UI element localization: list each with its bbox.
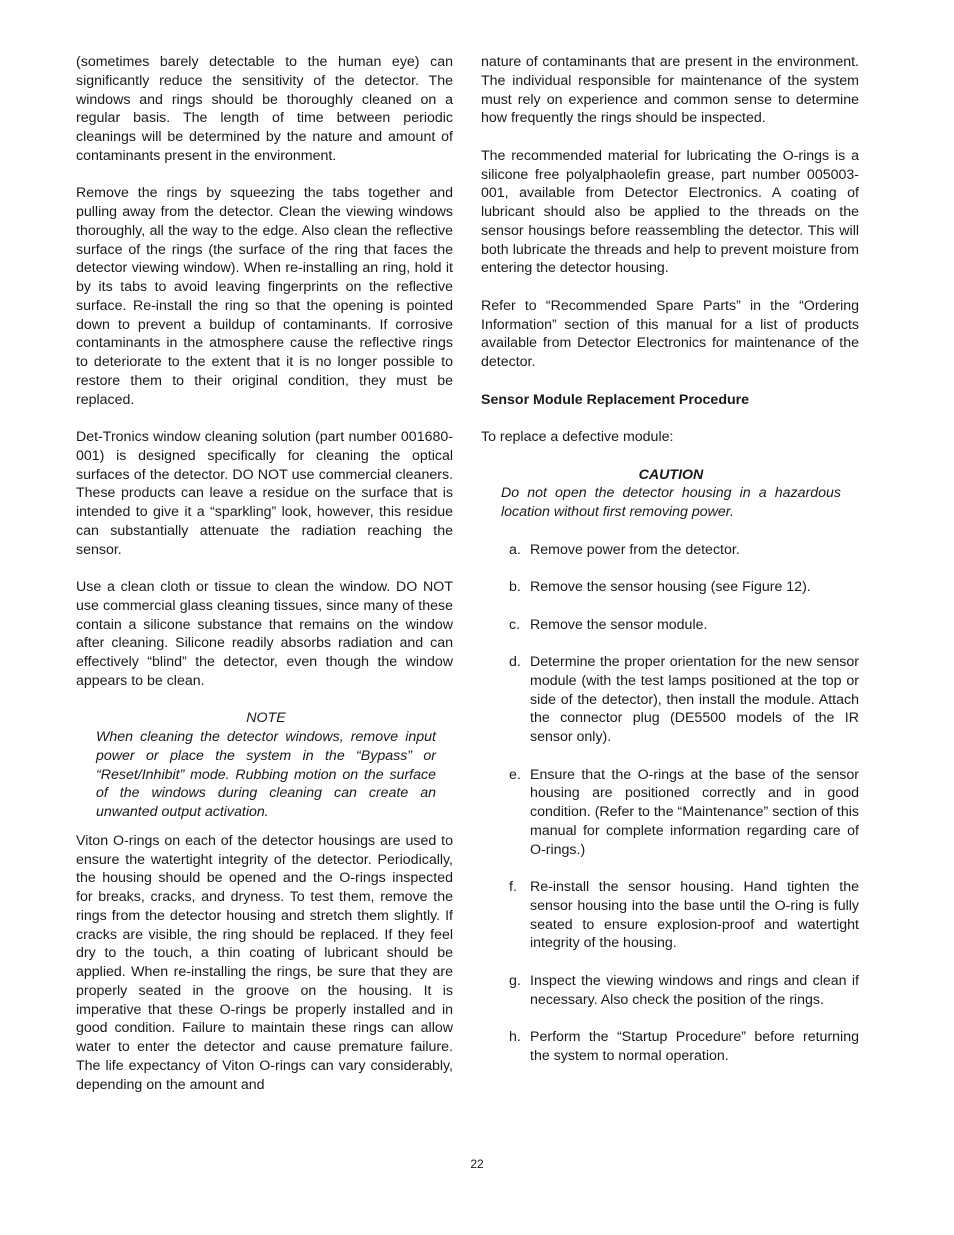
step-marker: b. [509, 579, 521, 595]
right-paragraph-2: The recommended material for lubricating the O-rings is a silicone free polyalphaolefin grease, part number 005003-001, available from Detector Electronics. A coating of lubricant should also be applied to the threads on the sensor housings before reassembling the detector. This will both lubricate the threads and help to prevent moisture from entering the detector housing. [481, 147, 859, 277]
step-marker: g. [509, 972, 521, 989]
procedure-step [509, 878, 859, 953]
left-paragraph-5: Viton O-rings on each of the detector housings are used to ensure the watertight integrity of the detector. Periodically, the housing should be opened and the O-rings inspected for breaks, cracks, and dryness. To test them, remove the rings from the detector housing and stretch them slightly. If cracks are visible, the ring should be replaced. If they feel dry to the touch, a thin coating of lubricant should be applied. When re-installing the rings, be sure that they are properly seated in the groove on the housing. It is imperative that these O-rings be properly installed and in good condition. Failure to maintain these rings can allow water to enter the detector and cause premature failure. The life expectancy of Viton O-rings can vary considerably, depending on the amount and [76, 832, 453, 1093]
page-number: 22 [470, 1157, 484, 1171]
step-text: Inspect the viewing windows and rings and clean if necessary. Also check the position of the rings. [530, 972, 859, 1008]
right-paragraph-3: Refer to “Recommended Spare Parts” in the “Ordering Information” section of this manual for a list of products available from Detector Electronics for maintenance of the detector. [481, 297, 859, 370]
step-text: Perform the “Startup Procedure” before returning the system to normal operation. [530, 1029, 859, 1064]
caution-title: CAUTION [638, 466, 704, 483]
step-marker: c. [509, 616, 521, 633]
step-marker: d. [509, 654, 521, 670]
procedure-step [509, 616, 859, 635]
note-block [96, 709, 436, 822]
step-text: Remove the sensor housing (see Figure 12). [530, 579, 811, 595]
procedure-step [509, 541, 859, 560]
left-paragraph-2: Remove the rings by squeezing the tabs together and pulling away from the detector. Clean the viewing windows thoroughly, all the way to the edge. Also clean the reflective surface of the rings (the surface of the ring that faces the detector viewing window). When re-installing an ring, hold it by its tabs to avoid leaving fingerprints on the reflective surface. Re-install the ring so that the opening is pointed down to prevent a buildup of contaminants. If corrosive contaminants in the atmosphere cause the reflective rings to deteriorate to the extent that it is no longer possible to restore them to their original condition, they must be replaced. [76, 185, 453, 408]
section-heading: Sensor Module Replacement Procedure [481, 391, 750, 408]
left-paragraph-3: Det-Tronics window cleaning solution (part number 001680-001) is designed specifically for cleaning the optical surfaces of the detector. DO NOT use commercial cleaners. These products can leave a residue on the surface that is intended to give it a “sparkling” look, however, this residue can substantially attenuate the radiation reaching the sensor. [76, 429, 453, 558]
procedure-step [509, 972, 859, 1010]
step-marker: f. [509, 879, 517, 895]
step-marker: e. [509, 766, 521, 783]
step-text: Determine the proper orientation for the new sensor module (with the test lamps positioned at the top or side of the detector), then install the module. Attach the connector plug (DE5500 models of the IR sensor only). [530, 654, 859, 745]
note-body: When cleaning the detector windows, remove input power or place the system in the “Bypass” or “Reset/Inhibit” mode. Rubbing motion on the surface of the windows during cleaning can create an unwanted output activation. [96, 729, 436, 820]
right-column [481, 53, 859, 1084]
caution-block [501, 466, 841, 522]
procedure-steps [481, 541, 859, 1066]
step-marker: a. [509, 541, 521, 558]
left-paragraph-4: Use a clean cloth or tissue to clean the window. DO NOT use commercial glass cleaning tissues, since many of these contain a silicone substance that remains on the window after cleaning. Silicone readily absorbs radiation and can effectively “blind” the detector, even though the window appears to be clean. [76, 579, 453, 689]
left-paragraph-1: (sometimes barely detectable to the human eye) can significantly reduce the sensitivity of the detector. The windows and rings should be thoroughly cleaned on a regular basis. The length of time between periodic cleanings will be determined by the nature and amount of contaminants present in the environment. [76, 54, 453, 164]
right-paragraph-1: nature of contaminants that are present in the environment. The individual responsible for maintenance of the system must rely on experience and common sense to determine how frequently the rings should be inspected. [481, 54, 859, 127]
step-marker: h. [509, 1029, 521, 1045]
procedure-step [509, 766, 859, 860]
step-text: Remove power from the detector. [530, 541, 740, 558]
left-column [76, 53, 453, 1113]
note-title: NOTE [246, 710, 286, 727]
step-text: Re-install the sensor housing. Hand tighten the sensor housing into the base until the O-ring is fully seated to ensure explosion-proof and watertight integrity of the housing. [530, 879, 859, 952]
procedure-step [509, 578, 859, 597]
procedure-intro: To replace a defective module: [481, 429, 674, 445]
procedure-step [509, 1028, 859, 1066]
step-text: Remove the sensor module. [530, 616, 708, 633]
procedure-step [509, 653, 859, 747]
step-text: Ensure that the O-rings at the base of the sensor housing are positioned correctly and in good condition. (Refer to the “Maintenance” section of this manual for complete information regarding care of O-rings.) [530, 766, 859, 858]
caution-body: Do not open the detector housing in a hazardous location without first removing power. [501, 485, 841, 520]
